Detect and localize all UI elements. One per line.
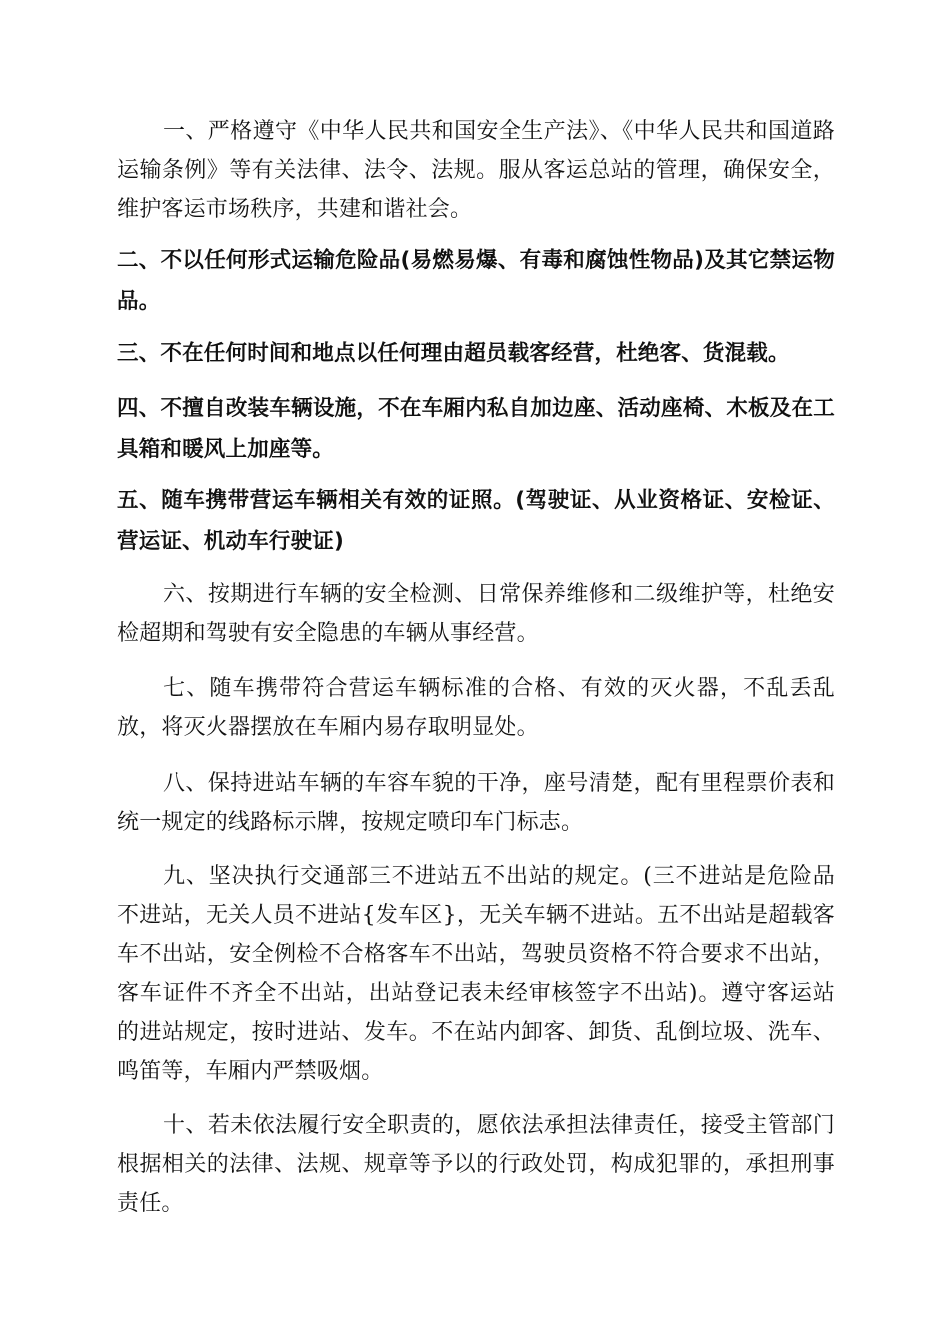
clause-6-paragraph: 六、按期进行车辆的安全检测、日常保养维修和二级维护等，杜绝安检超期和驾驶有安全隐患的车辆从事经营。 bbox=[117, 582, 835, 646]
clause-3-paragraph: 三、不在任何时间和地点以任何理由超员载客经营，杜绝客、货混载。 bbox=[117, 341, 790, 366]
clause-10-paragraph: 十、若未依法履行安全职责的，愿依法承担法律责任，接受主管部门根据相关的法律、法规、规章等予以的行政处罚，构成犯罪的，承担刑事责任。 bbox=[117, 1113, 835, 1216]
clause-8-paragraph: 八、保持进站车辆的车容车貌的干净，座号清楚，配有里程票价表和统一规定的线路标示牌，按规定喷印车门标志。 bbox=[117, 771, 835, 835]
clause-9-paragraph: 九、坚决执行交通部三不进站五不出站的规定。(三不进站是危险品不进站，无关人员不进站{发车区}，无关车辆不进站。五不出站是超载客车不出站，安全例检不合格客车不出站，驾驶员资格不符合要求不出站，客车证件不齐全不出站，出站登记表未经审核签字不出站)。遵守客运站的进站规定，按时进站、发车。不在站内卸客、卸货、乱倒垃圾、洗车、鸣笛等，车厢内严禁吸烟。 bbox=[117, 864, 835, 1084]
clause-5-paragraph: 五、随车携带营运车辆相关有效的证照。(驾驶证、从业资格证、安检证、营运证、机动车行驶证) bbox=[117, 488, 835, 554]
clause-7-paragraph: 七、随车携带符合营运车辆标准的合格、有效的灭火器，不乱丢乱放，将灭火器摆放在车厢内易存取明显处。 bbox=[117, 676, 835, 740]
clause-2-paragraph: 二、不以任何形式运输危险品(易燃易爆、有毒和腐蚀性物品)及其它禁运物品。 bbox=[117, 248, 835, 314]
clause-1-paragraph: 一、严格遵守《中华人民共和国安全生产法》、《中华人民共和国道路运输条例》等有关法律、法令、法规。服从客运总站的管理，确保安全，维护客运市场秩序，共建和谐社会。 bbox=[117, 119, 835, 222]
clause-4-paragraph: 四、不擅自改装车辆设施，不在车厢内私自加边座、活动座椅、木板及在工具箱和暖风上加座等。 bbox=[117, 396, 835, 462]
